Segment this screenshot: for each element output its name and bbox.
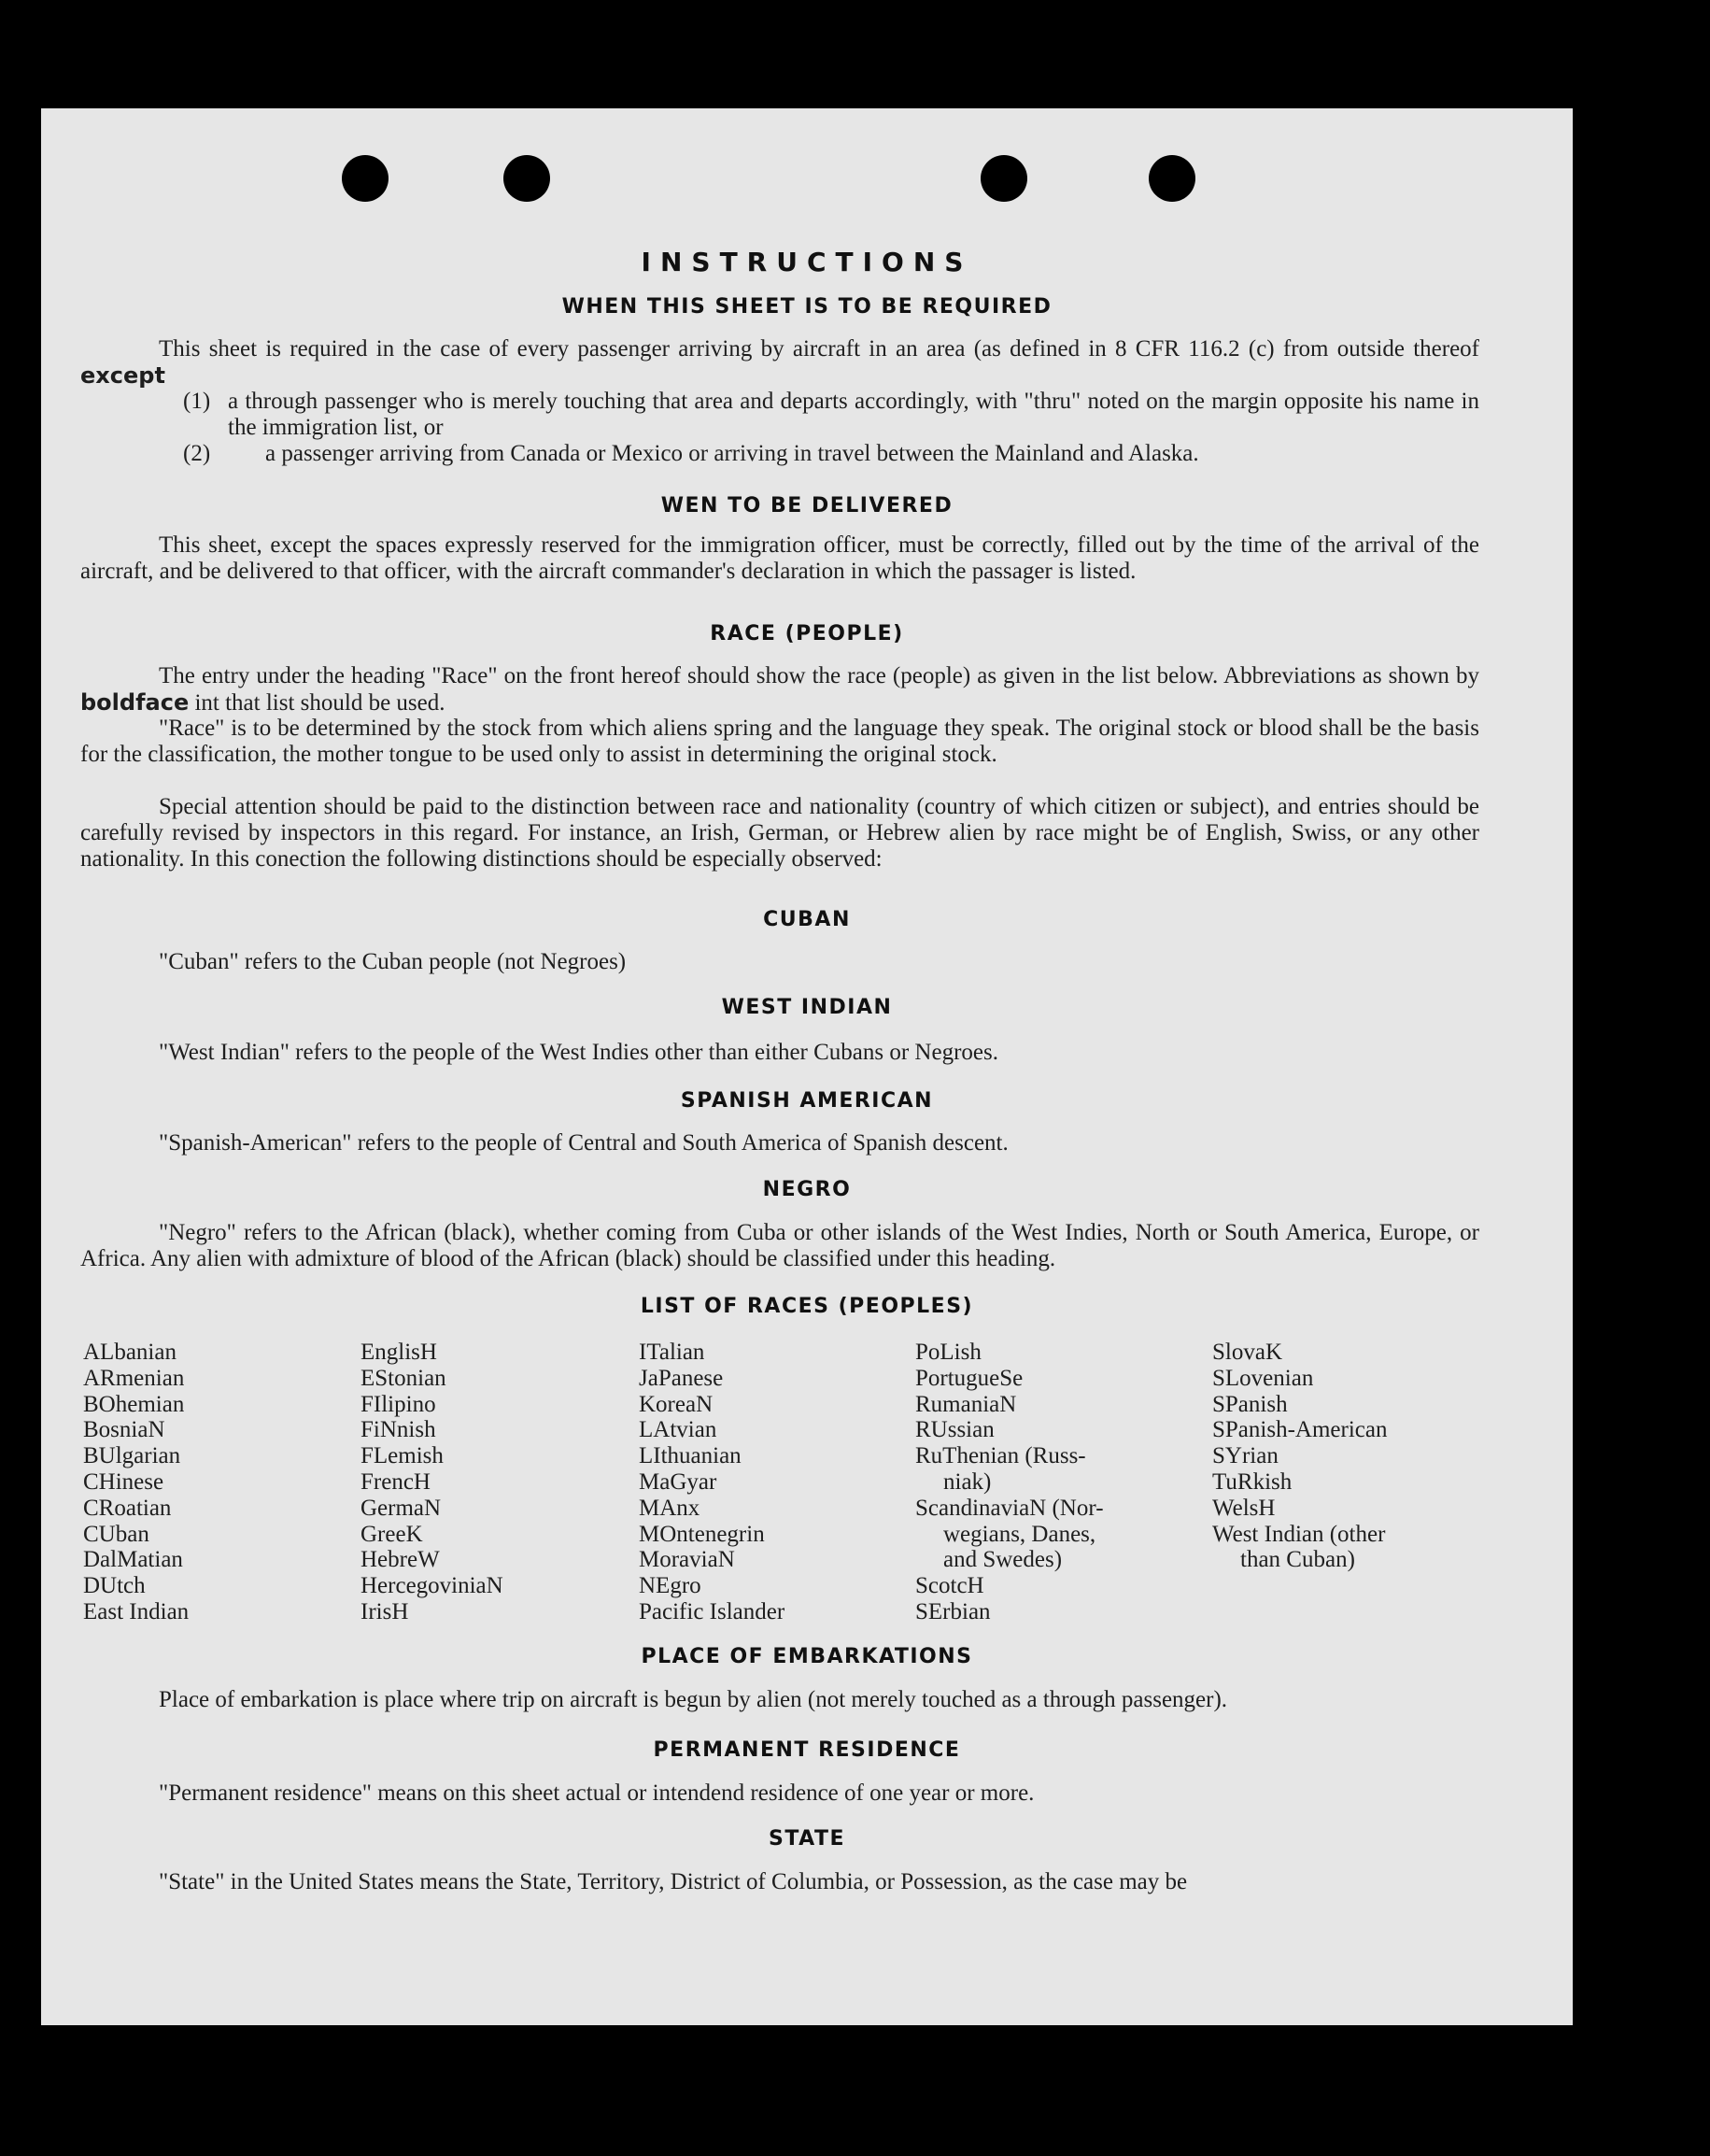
negro-text: "Negro" refers to the African (black), whether coming from Cuba or other islands of the West Indies, North or South America, Europe, or Africa. Any alien with admixture of blood of the African (black) should be classified under this heading. [80,1220,1479,1271]
heading-spanish-american: SPANISH AMERICAN [680,1089,934,1113]
race-item: KoreaN [639,1391,714,1417]
exception-item-2: a passenger arriving from Canada or Mexico or arriving in travel between the Mainland and Alaska. [265,441,1199,466]
race-item: RuThenian (Russ- [915,1443,1086,1469]
race-item: FiNnish [360,1417,436,1443]
race-item: than Cuban) [1240,1547,1355,1573]
race-item: DalMatian [83,1547,183,1573]
race-item: West Indian (other [1212,1521,1386,1547]
race-item: wegians, Danes, [943,1521,1096,1547]
race-item: RUssian [915,1417,995,1443]
race-item: TuRkish [1212,1468,1293,1495]
race-item: GermaN [360,1495,442,1521]
race-item: EnglisH [360,1340,437,1365]
heading-permanent-residence: PERMANENT RESIDENCE [653,1738,961,1762]
race-item: BOhemian [83,1391,185,1417]
race-item: MaGyar [639,1468,717,1495]
race-column-4 [915,1340,1104,1625]
spanish-american-text: "Spanish-American" refers to the people of Central and South America of Spanish descent. [159,1130,1009,1156]
list-number: (2) [183,441,211,466]
race-item: LIthuanian [639,1443,742,1469]
race-paragraph-2: "Race" is to be determined by the stock from which aliens spring and the language they speak. The original stock or blood shall be the basis for the classification, the mother tongue to be used only to assist in determining the original stock. [80,716,1479,767]
race-item: CHinese [83,1468,164,1495]
race-item: MOntenegrin [639,1521,765,1547]
heading-race: RACE (PEOPLE) [710,622,904,645]
race-item: NEgro [639,1573,701,1599]
race-item: ALbanian [83,1340,177,1365]
list-number: (1) [183,389,211,414]
exception-item-1: a through passenger who is merely touching that area and departs accordingly, with "thru" noted on the margin opposite his name in the immigration list, or [228,389,1479,440]
race-item: PoLish [915,1340,982,1365]
heading-when-required: WHEN THIS SHEET IS TO BE REQUIRED [561,295,1053,319]
race-item: SErbian [915,1598,991,1624]
race-item: SPanish-American [1212,1417,1388,1443]
race-item: Pacific Islander [639,1598,785,1624]
heading-state: STATE [769,1827,845,1851]
race-paragraph-1: The entry under the heading "Race" on the front hereof should show the race (people) as given in the list below. Abbreviations as shown by boldface int that list should be used. [80,663,1479,716]
race-item: CUban [83,1521,149,1547]
race-column-3 [639,1340,784,1625]
race-item: ARmenian [83,1365,185,1391]
instruction-sheet [41,108,1573,2025]
page-title: INSTRUCTIONS [641,247,973,277]
race-item: SPanish [1212,1391,1288,1417]
race-item: SlovaK [1212,1340,1282,1365]
punch-hole [342,155,389,202]
race-item: BosniaN [83,1417,165,1443]
embarkation-text: Place of embarkation is place where trip on aircraft is begun by alien (not merely touched as a through passenger). [159,1687,1228,1712]
west-indian-text: "West Indian" refers to the people of the West Indies other than either Cubans or Negroes. [159,1040,998,1065]
when-delivered-text: This sheet, except the spaces expressly reserved for the immigration officer, must be correctly, filled out by the time of the arrival of the aircraft, and be delivered to that officer, with the aircraft commander's declaration in which the passager is listed. [80,532,1479,584]
race-item: ScotcH [915,1573,984,1599]
state-text: "State" in the United States means the State, Territory, District of Columbia, or Possession, as the case may be [159,1869,1188,1894]
race-item: WelsH [1212,1495,1276,1521]
race-item: EStonian [360,1365,446,1391]
heading-west-indian: WEST INDIAN [721,996,893,1019]
permanent-residence-text: "Permanent residence" means on this sheet actual or intendend residence of one year or more. [159,1780,1035,1806]
race-item: BUlgarian [83,1443,181,1469]
heading-list-of-races: LIST OF RACES (PEOPLES) [640,1295,974,1318]
race-item: ScandinaviaN (Nor- [915,1495,1104,1521]
race-item: niak) [943,1468,992,1495]
race-item: JaPanese [639,1365,724,1391]
heading-embarkation: PLACE OF EMBARKATIONS [641,1645,973,1668]
heading-negro: NEGRO [762,1178,852,1201]
race-item: RumaniaN [915,1391,1017,1417]
race-item: CRoatian [83,1495,172,1521]
race-item: MAnx [639,1495,700,1521]
punch-hole [503,155,550,202]
race-item: HercegoviniaN [360,1573,503,1599]
race-item: GreeK [360,1521,423,1547]
heading-when-delivered: WEN TO BE DELIVERED [660,494,954,518]
race-item: East Indian [83,1598,190,1624]
punch-hole [1149,155,1195,202]
race-item: HebreW [360,1547,440,1573]
race-column-2 [360,1340,503,1625]
cuban-text: "Cuban" refers to the Cuban people (not Negroes) [159,949,627,974]
race-item: PortugueSe [915,1365,1024,1391]
race-item: SLovenian [1212,1365,1314,1391]
race-item: DUtch [83,1573,146,1599]
race-item: and Swedes) [943,1547,1063,1573]
when-required-intro: This sheet is required in the case of every passenger arriving by aircraft in an area (as defined in 8 CFR 116.2 (c) from outside thereof except [80,336,1479,389]
race-item: SYrian [1212,1443,1279,1469]
race-item: ITalian [639,1340,705,1365]
race-item: FrencH [360,1468,431,1495]
race-item: MoraviaN [639,1547,735,1573]
punch-hole [981,155,1027,202]
race-paragraph-3: Special attention should be paid to the distinction between race and nationality (country of which citizen or subject), and entries should be carefully revised by inspectors in this regard. For instance, an Irish, German, or Hebrew alien by race might be of English, Swiss, or any other nationality. In this conection the following distinctions should be especially observed: [80,794,1479,872]
race-item: IrisH [360,1598,409,1624]
race-item: LAtvian [639,1417,717,1443]
race-column-1 [83,1340,189,1625]
heading-cuban: CUBAN [763,908,851,931]
race-column-5 [1212,1340,1387,1573]
race-item: FLemish [360,1443,444,1469]
race-item: FIlipino [360,1391,436,1417]
